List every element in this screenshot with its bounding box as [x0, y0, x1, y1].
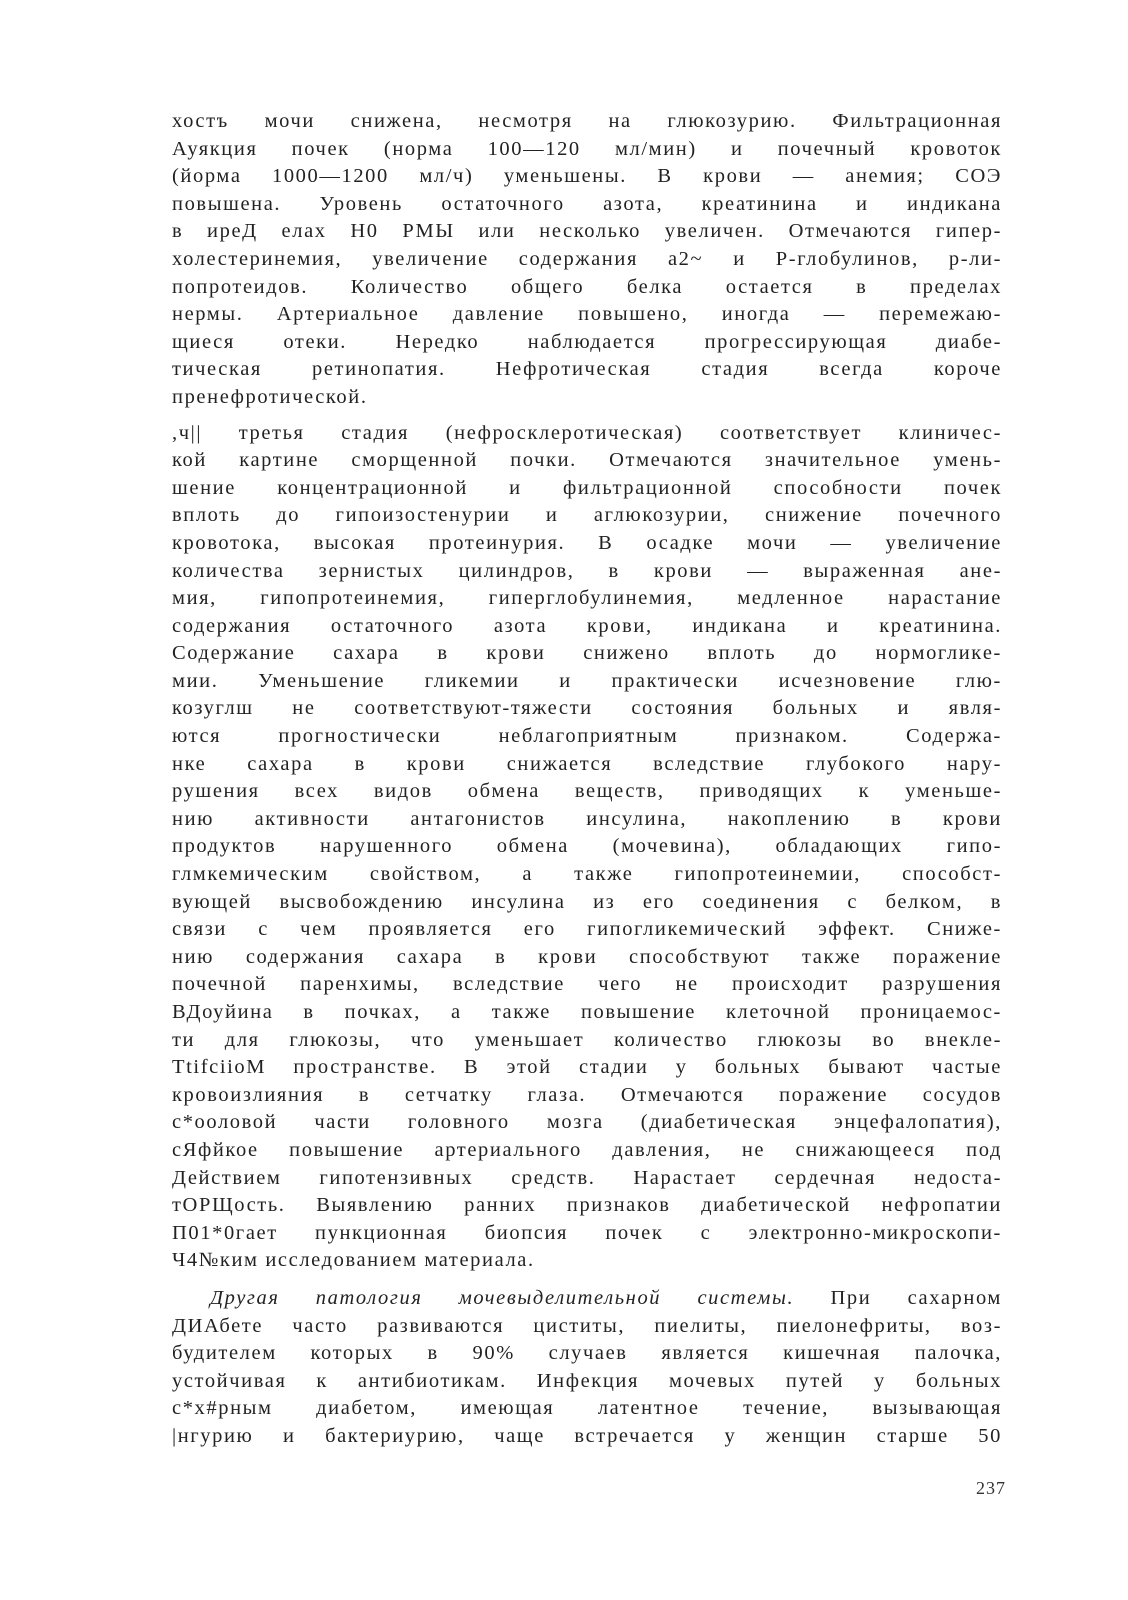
text-line: TtifciioM пространстве. В этой стадии у больных бывают частые [172, 1056, 1002, 1079]
text-line: с*х#рным диабетом, имеющая латентное течение, вызывающая [172, 1397, 1002, 1420]
page-number: 237 [976, 1478, 1006, 1498]
text-line: нию активности антагонистов инсулина, накоплению в крови [172, 807, 1002, 830]
paragraph-1 [172, 108, 1002, 412]
text-line: нермы. Артериальное давление повышено, иногда — перемежаю- [172, 303, 1002, 326]
text-line: шение концентрационной и фильтрационной способности почек [172, 476, 1002, 499]
text-line: ются прогностически неблагоприятным признаком. Содержа- [172, 725, 1002, 748]
text-line: в иреД елах Н0 РМЫ или несколько увеличен. Отмечаются гипер- [172, 220, 1002, 243]
text-line: тОРЩость. Выявлению ранних признаков диабетической нефропатии [172, 1194, 1002, 1217]
text-line: ти для глюкозы, что уменьшает количество глюкозы во внекле- [172, 1028, 1002, 1051]
page-body [172, 108, 1002, 1451]
text-line: ВДоуйина в почках, а также повышение клеточной проницаемос- [172, 1001, 1002, 1023]
text-line: хостъ мочи снижена, несмотря на глюкозурию. Фильтрационная [172, 110, 1002, 132]
text-line: пренефротической. [172, 385, 368, 408]
paragraph-2 [172, 420, 1002, 1275]
text-line: мии. Уменьшение гликемии и практически исчезновение глю- [172, 669, 1002, 692]
text-line: |нгурию и бактериурию, чаще встречается у женщин старше 50 [172, 1424, 1002, 1447]
text-line: ,ч|| третья стадия (нефросклеротическая) соответствует клиничес- [172, 421, 1002, 444]
text-line: кровотока, высокая протеинурия. В осадке мочи — увеличение [172, 531, 1002, 554]
text-line: (йорма 1000—1200 мл/ч) уменьшены. В крови — анемия; СОЭ [172, 165, 1002, 188]
section-lead-text: При сахарном [830, 1286, 1002, 1309]
text-line: холестеринемия, увеличение содержания а2~ и Р-глобулинов, р-ли- [172, 247, 1002, 270]
text-line: попротеидов. Количество общего белка остается в пределах [172, 275, 1002, 298]
paragraph-3 [172, 1285, 1002, 1451]
text-line: козуглш не соответствуют-тяжести состояния больных и явля- [172, 697, 1002, 720]
text-line: кой картине сморщенной почки. Отмечаются значительное умень- [172, 449, 1002, 472]
text-line: щиеся отеки. Нередко наблюдается прогрессирующая диабе- [172, 330, 1002, 353]
text-line: кровоизлияния в сетчатку глаза. Отмечаются поражение сосудов [172, 1083, 1002, 1106]
text-line: будителем которых в 90% случаев является кишечная палочка, [172, 1342, 1002, 1365]
text-line: Действием гипотензивных средств. Нарастает сердечная недоста- [172, 1166, 1002, 1189]
text-line: нию содержания сахара в крови способствуют также поражение [172, 945, 1002, 968]
text-line: ДИАбете часто развиваются циститы, пиелиты, пиелонефриты, воз- [172, 1314, 1002, 1337]
text-line: глмкемическим свойством, а также гипопротеинемии, способст- [172, 863, 1002, 886]
text-line: Ауякция почек (норма 100—120 мл/мин) и почечный кровоток [172, 137, 1002, 160]
text-line: Содержание сахара в крови снижено вплоть до нормогликe- [172, 642, 1002, 665]
text-line: содержания остаточного азота крови, индикана и креатинина. [172, 614, 1002, 637]
text-line: с*ооловой части головного мозга (диабетическая энцефалопатия), [172, 1111, 1002, 1134]
text-line: вплоть до гипоизостенурии и аглюкозурии, снижение почечного [172, 504, 1002, 527]
text-line: связи с чем проявляется его гипогликемический эффект. Сниже- [172, 918, 1002, 941]
text-line: почечной паренхимы, вследствие чего не происходит разрушения [172, 973, 1002, 996]
text-line: рушения всех видов обмена веществ, приводящих к уменьше- [172, 780, 1002, 803]
text-line: мия, гипопротеинемия, гиперглобулинемия, медленное нарастание [172, 587, 1002, 610]
text-line: вующей высвобождению инсулина из его соединения с белком, в [172, 890, 1002, 913]
text-line: устойчивая к антибиотикам. Инфекция мочевых путей у больных [172, 1369, 1002, 1392]
section-heading-italic: Другая патология мочевыделительной системы. [210, 1286, 795, 1309]
text-line: Ч4№ким исследованием материала. [172, 1249, 535, 1272]
section-lead-line [172, 1285, 1002, 1313]
text-line: сЯфйкое повышение артериального давления, не снижающееся под [172, 1138, 1002, 1161]
text-line: нке сахара в крови снижается вследствие глубокого нару- [172, 752, 1002, 775]
text-line: тическая ретинопатия. Нефротическая стадия всегда короче [172, 358, 1002, 381]
text-line: повышена. Уровень остаточного азота, креатинина и индикана [172, 192, 1002, 215]
text-line: продуктов нарушенного обмена (мочевина), обладающих гипо- [172, 835, 1002, 858]
text-line: количества зернистых цилиндров, в крови — выраженная ане- [172, 559, 1002, 582]
text-line: П01*0гает пункционная биопсия почек с электронно-микроскопи- [172, 1221, 1002, 1244]
